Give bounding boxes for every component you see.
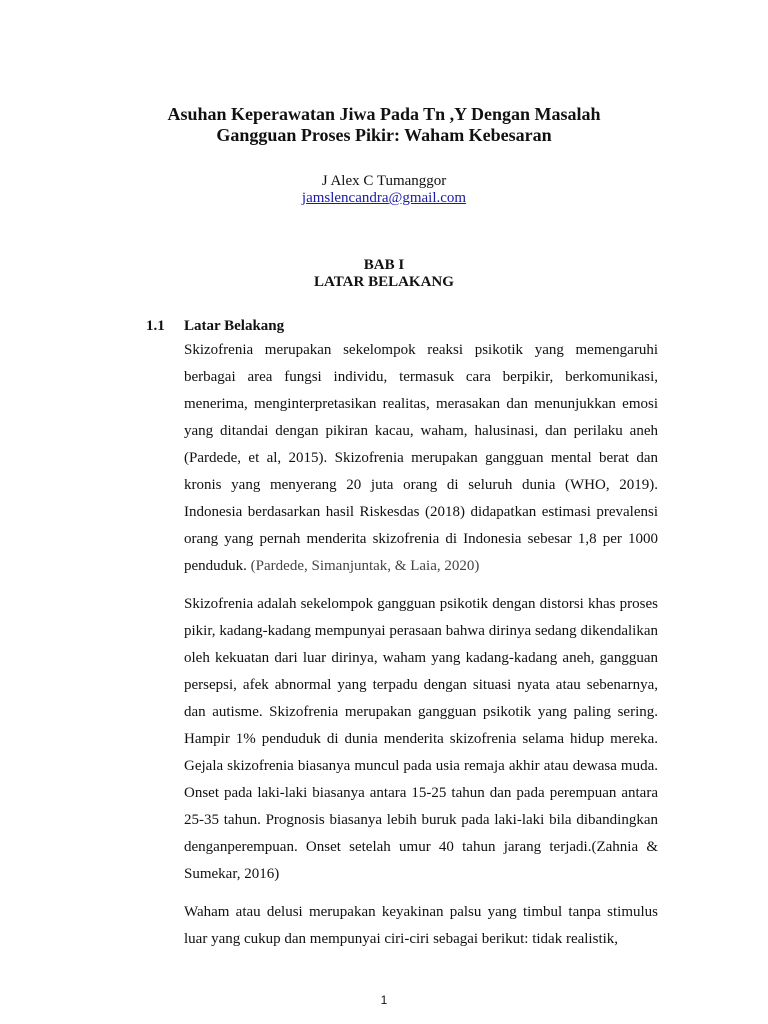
- chapter-label: BAB I: [363, 257, 405, 273]
- paragraph-1-citation: (Pardede, Simanjuntak, & Laia, 2020): [250, 558, 480, 574]
- title-line-2: Gangguan Proses Pikir: Waham Kebesaran: [216, 125, 552, 145]
- chapter-title: LATAR BELAKANG: [314, 274, 454, 290]
- author-block: [0, 173, 768, 207]
- paragraph-3: Waham atau delusi merupakan keyakinan palsu yang timbul tanpa stimulus luar yang cukup dan mempunyai ciri-ciri sebagai berikut: tidak realistik,: [184, 904, 658, 947]
- body-text: [184, 337, 658, 964]
- section-title: Latar Belakang: [184, 318, 285, 334]
- paragraph-2: Skizofrenia adalah sekelompok gangguan psikotik dengan distorsi khas proses pikir, kadang-kadang mempunyai perasaan bahwa dirinya sedang dikendalikan oleh kekuatan dari luar dirinya, waham yang kadang-kadang aneh, gangguan persepsi, afek abnormal yang terpadu dengan situasi nyata atau sebenarnya, dan autisme. Skizofrenia merupakan gangguan psikotik yang paling sering. Hampir 1% penduduk di dunia menderita skizofrenia selama hidup mereka. Gejala skizofrenia biasanya muncul pada usia remaja akhir atau dewasa muda. Onset pada laki-laki biasanya antara 15-25 tahun dan pada perempuan antara 25-35 tahun. Prognosis biasanya lebih buruk pada laki-laki bila dibandingkan denganperempuan. Onset setelah umur 40 tahun jarang terjadi.(Zahnia & Sumekar, 2016): [184, 596, 658, 882]
- section-number: 1.1: [146, 318, 165, 334]
- document-title: [0, 104, 768, 146]
- page-number: 1: [380, 993, 388, 1007]
- title-line-1: Asuhan Keperawatan Jiwa Pada Tn ,Y Dengan Masalah: [167, 104, 601, 124]
- author-email-link[interactable]: jamslencandra@gmail.com: [301, 190, 467, 206]
- author-name: J Alex C Tumanggor: [321, 173, 447, 189]
- paragraph-1-text: Skizofrenia merupakan sekelompok reaksi psikotik yang memengaruhi berbagai area fungsi individu, termasuk cara berpikir, berkomunikasi, menerima, menginterpretasikan realitas, merasakan dan menunjukkan emosi yang ditandai dengan pikiran kacau, waham, halusinasi, dan perilaku aneh (Pardede, et al, 2015). Skizofrenia merupakan gangguan mental berat dan kronis yang menyerang 20 juta orang di seluruh dunia (WHO, 2019). Indonesia berdasarkan hasil Riskesdas (2018) didapatkan estimasi prevalensi orang yang pernah menderita skizofrenia di Indonesia sebesar 1,8 per 1000 penduduk.: [184, 342, 658, 574]
- paragraph-1: [184, 337, 658, 580]
- chapter-heading: [0, 257, 768, 291]
